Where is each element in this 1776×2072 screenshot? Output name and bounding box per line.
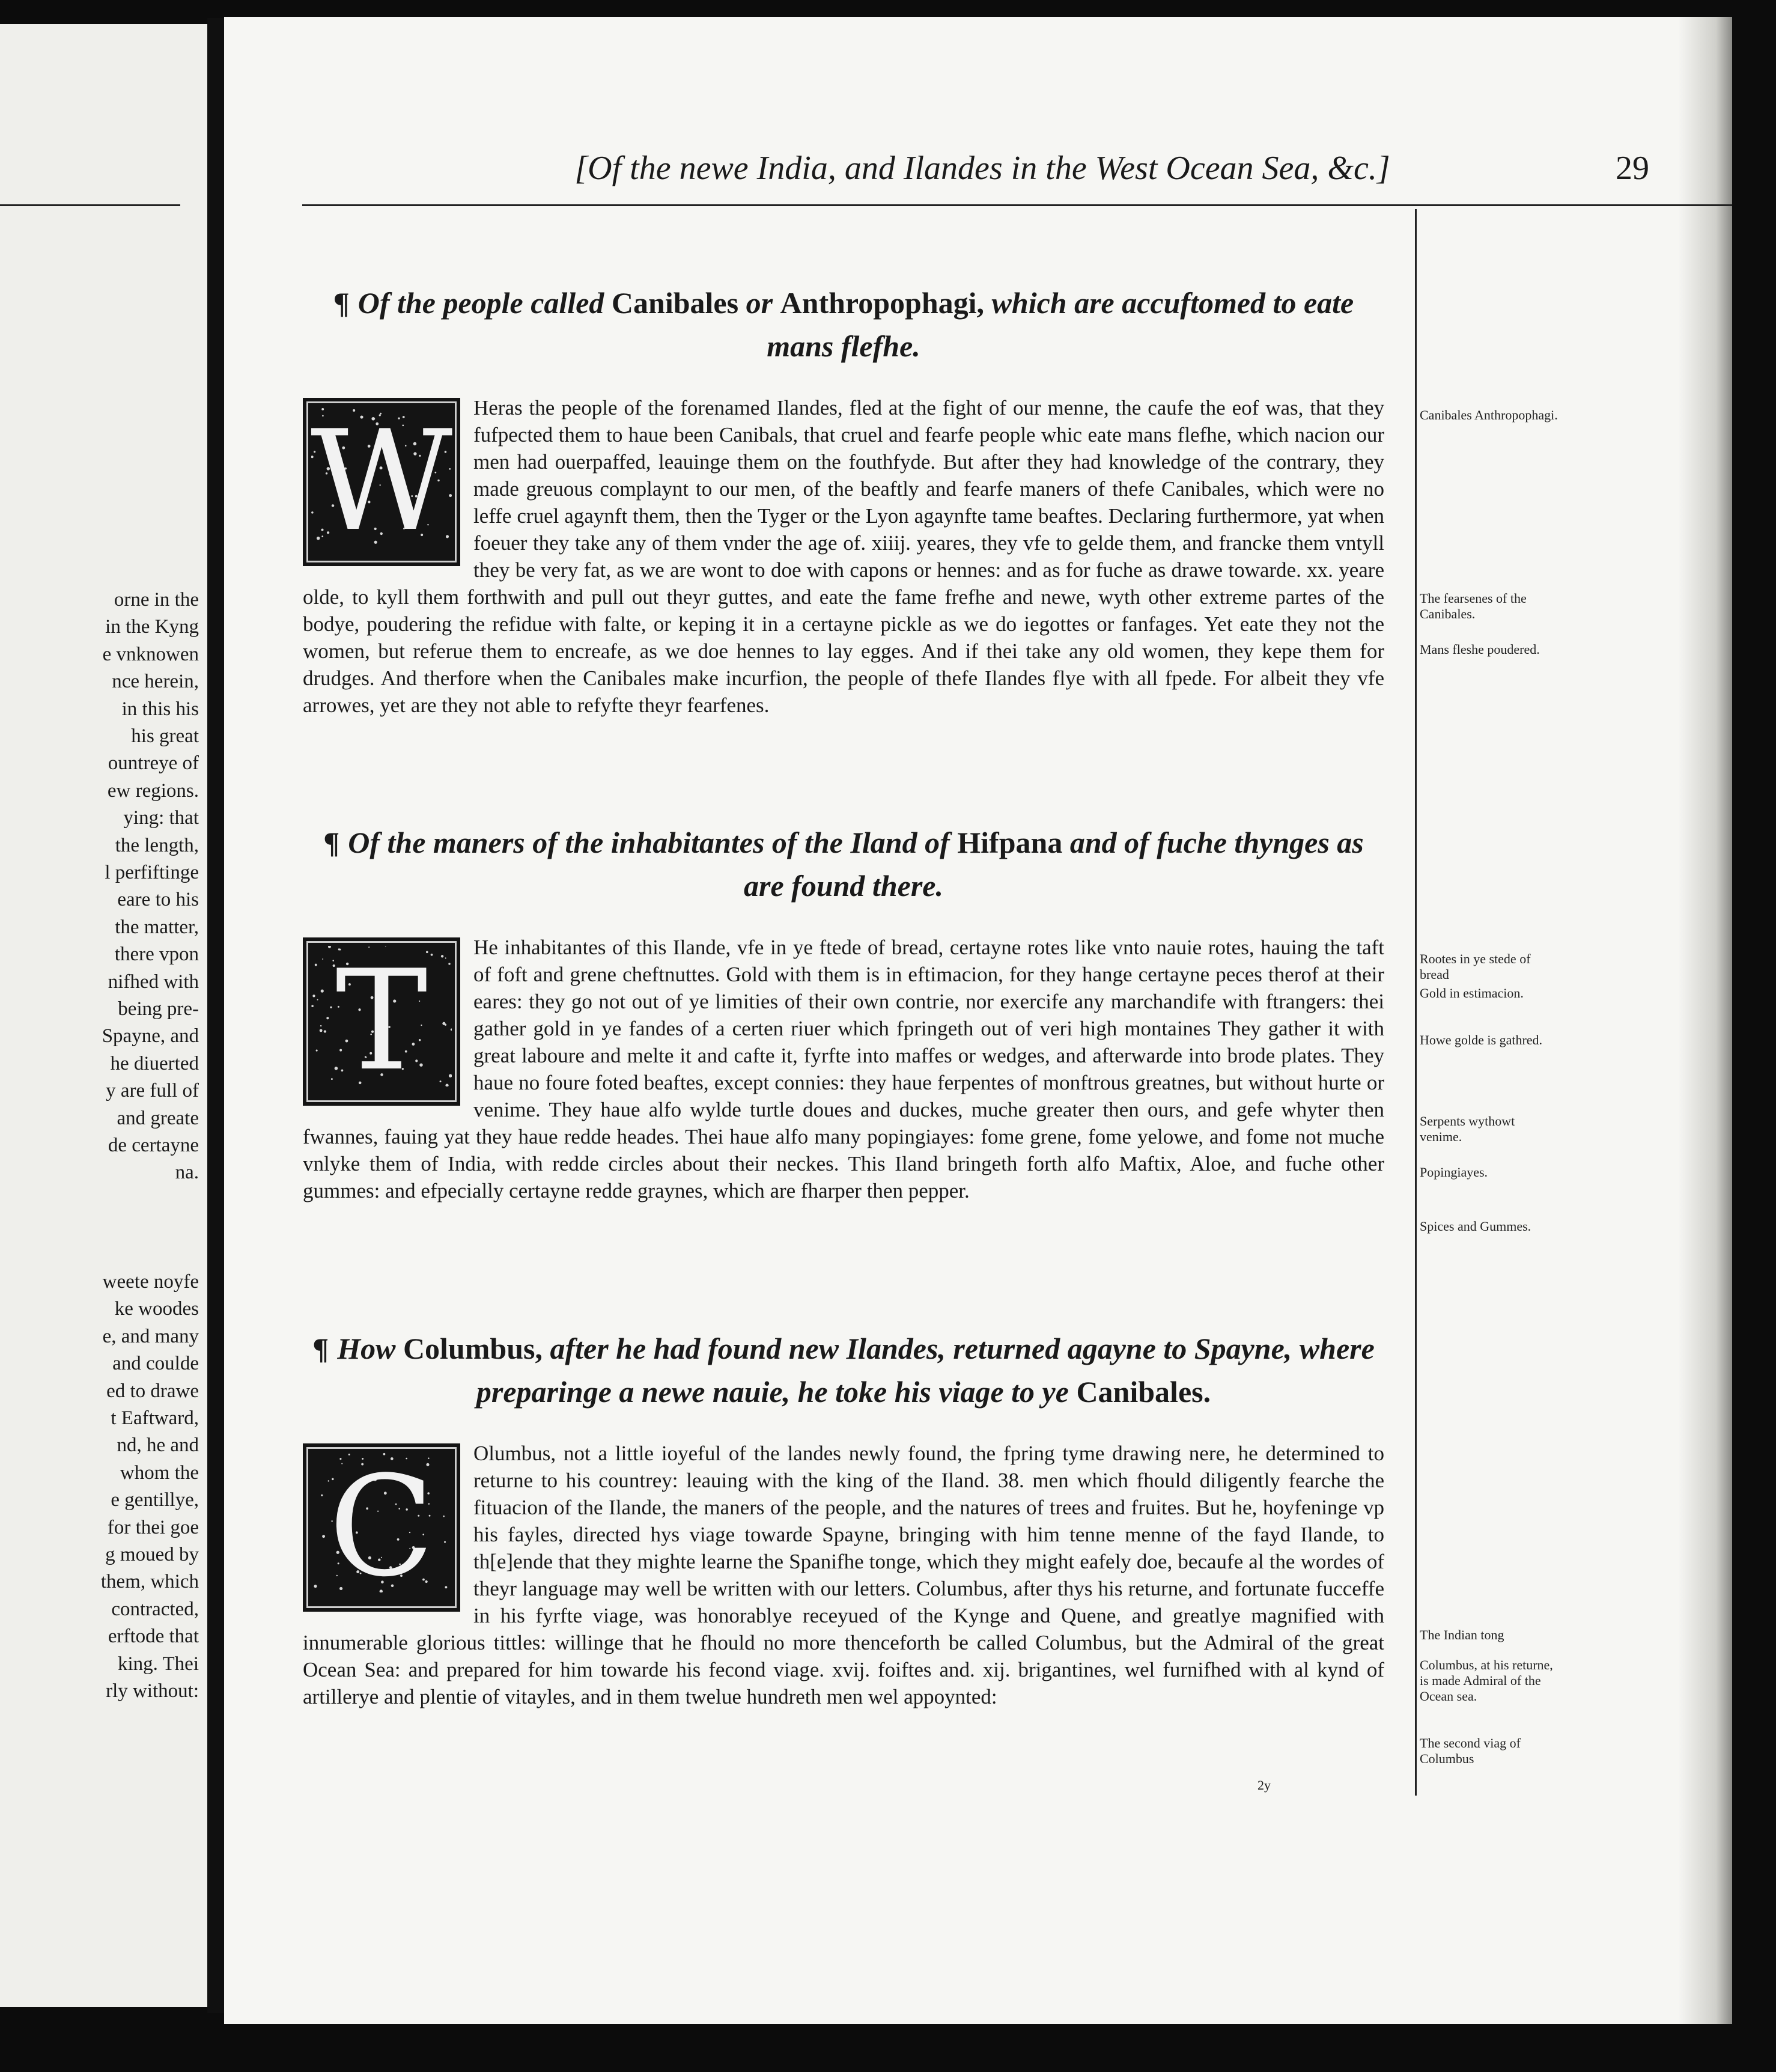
heading-part: or	[738, 286, 780, 320]
left-page-line: erftode that	[108, 1626, 199, 1648]
heading-part: after he had found new Ilandes, returned agayne to Spayne, where preparinge a newe nauie, he toke his viage to ye	[476, 1332, 1375, 1409]
left-page-line: there vpon	[114, 943, 199, 966]
left-page-line: he diuerted	[110, 1052, 199, 1074]
section-heading	[303, 281, 1384, 368]
left-page-line: the length,	[115, 834, 199, 856]
section-text: Olumbus, not a little ioyeful of the landes newly found, the fpring tyme drawing nere, he determined to returne to his countrey: leauing with the king of the Iland. 38. men which fhould diligently fearche the fituacion of the Ilande, the maners of the people, and the natures of trees and fruites. But he, hoyfeninge vp his fayles, directed hys viage towarde Spayne, bringing with him tenne menne of the fayd Ilande, to th[e]ende that they mighte learne the Spanifhe tonge, which they might eafely doe, becaufe al the wordes of theyr language may well be written with our letters. Columbus, after thys his returne, and fortunate fucceffe in his fyrfte viage, was honorablye receyued of the Kynge and Quene, and greatlye magnified with innumerable glorious tittles: willinge that he fhould no more thenceforth be called Columbus, but the Admiral of the great Ocean Sea: and prepared for him towarde his fecond viage. xvij. foiftes and. xij. brigantines, wel furnifhed with al kynd of artillerye and plentie of vitayles, and in them twelue hundreth men wel appoynted:	[303, 1442, 1384, 1708]
left-page-line: and greate	[117, 1107, 199, 1129]
section-columbus	[303, 1327, 1384, 1710]
left-page-line: being pre-	[118, 998, 199, 1020]
drop-cap-letter: T	[335, 941, 428, 1102]
drop-cap-letter: C	[329, 1447, 434, 1607]
signature-mark: 2y	[1257, 1778, 1271, 1793]
left-page-line: rly without:	[106, 1680, 199, 1702]
margin-note: Canibales Anthropophagi.	[1420, 407, 1558, 422]
section-heading	[303, 821, 1384, 907]
pilcrow-icon: ¶	[312, 1332, 329, 1365]
section-canibales	[303, 281, 1384, 719]
heading-part: and of fuche thynges as are found there.	[744, 826, 1364, 903]
left-page-line: g moued by	[105, 1544, 199, 1565]
margin-note: Columbus, at his returne, is made Admiral of the Ocean sea.	[1420, 1657, 1553, 1704]
book-gutter	[207, 18, 224, 2013]
left-page-line	[0, 1186, 199, 1214]
left-page-line: e vnknowen	[102, 643, 199, 665]
margin-note: Popingiayes.	[1420, 1165, 1488, 1180]
left-page-line: nifhed with	[108, 970, 199, 993]
left-page-line: eare to his	[117, 889, 199, 911]
heading-part: which are accuftomed to eate mans flefhe.	[767, 286, 1354, 363]
margin-note: The Indian tong	[1420, 1627, 1504, 1642]
drop-cap-initial	[303, 1443, 460, 1612]
left-page-line: nce herein,	[112, 671, 199, 693]
left-page-line: e, and many	[102, 1325, 199, 1347]
margin-note: Mans fleshe poudered.	[1420, 642, 1540, 657]
running-title: [Of the newe India, and Ilandes in the West Ocean Sea, &c.]	[574, 150, 1390, 187]
left-page-line: whom the	[120, 1461, 199, 1484]
left-page-line: Spayne, and	[102, 1025, 199, 1047]
left-page-line: nd, he and	[117, 1434, 199, 1457]
drop-cap-initial	[303, 398, 460, 566]
left-page-line: y are full of	[106, 1080, 199, 1102]
left-page-line: na.	[175, 1162, 199, 1184]
left-page-line: t Eaftward,	[111, 1407, 199, 1429]
left-page-line: contracted,	[111, 1598, 199, 1620]
left-page-line: for thei goe	[107, 1516, 199, 1538]
left-page-line: his great	[131, 725, 199, 747]
left-page-line: in the Kyng	[105, 616, 199, 638]
page	[224, 17, 1732, 2024]
heading-part: Of the maners of the inhabitantes of the Iland of	[348, 826, 958, 859]
left-page-line: king. Thei	[117, 1653, 199, 1675]
left-page-line	[0, 1241, 199, 1269]
heading-part: Hifpana	[957, 826, 1063, 859]
heading-part: Of the people called	[357, 286, 612, 320]
pilcrow-icon: ¶	[323, 826, 340, 859]
margin-note: The fearsenes of the Canibales.	[1420, 591, 1527, 621]
left-page-line: e gentillye,	[111, 1489, 199, 1511]
left-page-line: and coulde	[112, 1353, 199, 1375]
section-text: He inhabitantes of this Ilande, vfe in ye ftede of bread, certayne rotes like vnto nauie rotes, hauing the taft of foft and grene cheftnuttes. Gold with them is in eftimacion, for they hange certayne peces therof at their eares: they go not out of ye limities of their own contrie, nor exercife any marchandife with ftrangers: thei gather gold in ye fandes of a certen riuer which fpringeth out of veri high montaines They gather it with great laboure and melte it and cafte it, fyrfte into maffes or wedges, and afterwarde into brode plates. They haue no foure foted beaftes, except connies: they haue ferpentes of monftrous greatnes, but without hurte or venime. They haue alfo wylde turtle doues and duckes, muche greater then ours, and gefe whyter then fwannes, fauing yat they haue redde heades. Thei haue alfo many popingiayes: fome grene, fome yelowe, and fome not muche vnlyke them of India, with redde circles about their neckes. This Iland bringeth forth alfo Maftix, Aloe, and fuche other gummes: and efpecially certayne redde graynes, which are fharper then pepper.	[303, 936, 1384, 1202]
heading-part: How	[337, 1332, 403, 1365]
drop-cap-letter: W	[310, 401, 453, 562]
left-page-line	[0, 1213, 199, 1241]
section-heading	[303, 1327, 1384, 1413]
left-page-line: ke woodes	[114, 1298, 199, 1320]
left-page-line: the matter,	[115, 916, 199, 938]
pilcrow-icon: ¶	[333, 286, 350, 320]
page-number: 29	[1616, 150, 1649, 187]
heading-part: Columbus,	[403, 1332, 543, 1365]
left-page-line: in this his	[121, 698, 199, 720]
section-body	[303, 934, 1384, 1204]
section-body	[303, 1440, 1384, 1710]
margin-note: Serpents wythowt venime.	[1420, 1114, 1515, 1144]
left-page-line: them, which	[100, 1571, 199, 1593]
page-edge	[1678, 17, 1732, 2024]
section-body	[303, 394, 1384, 719]
margin-note: The second viag of Columbus	[1420, 1735, 1521, 1766]
margin-note: Gold in estimacion.	[1420, 986, 1524, 1001]
header-rule	[302, 204, 1732, 206]
heading-part: Anthropophagi,	[780, 286, 985, 320]
section-text: Heras the people of the forenamed Ilandes, fled at the fight of our menne, the caufe the eof was, that they fufpected them to haue been Canibals, that cruel and fearfe people whic eate mans flefhe, which nacion our men had ouerpaffed, leauinge them on the fouthfyde. But after they had knowledge of the contrary, they made greuous complaynt to our men, of the beaftly and fearfe maners of thefe Canibales, which were no leffe cruel agaynft them, then the Tyger or the Lyon agaynfte tame beaftes. Declaring furthermore, yat when foeuer they take any of them vnder the age of. xiiij. yeares, they vfe to gelde them, and francke them vntyll they be very fat, as we are wont to doe with capons or hennes: and as for fuche as drawe towarde. xx. yeare olde, to kyll them forthwith and pull out theyr guttes, and eate the fame frefhe and newe, wyth other extreme partes of the bodye, poudering the refidue with falte, or keping it in a certayne pickle as we do iegottes or fanfages. Yet eate they not the women, but referue them to encreafe, as we doe hennes to lay egges. And if thei take any old women, they kepe them for drudges. And therfore when the Canibales make incurfion, the people of thefe Ilandes flye with all fpede. For albeit they vfe arrowes, yet are they not able to refyfte theyr fearfenes.	[303, 396, 1384, 717]
section-hispana	[303, 821, 1384, 1204]
left-page-line: de certayne	[108, 1135, 199, 1156]
margin-note: Spices and Gummes.	[1420, 1219, 1531, 1234]
left-page-line: weete noyfe	[102, 1271, 199, 1293]
margin-note: Howe golde is gathred.	[1420, 1032, 1543, 1047]
heading-part: Canibales.	[1076, 1375, 1211, 1409]
left-page-line: ed to drawe	[106, 1380, 199, 1402]
drop-cap-initial	[303, 937, 460, 1106]
heading-part: Canibales	[611, 286, 739, 320]
margin-note: Rootes in ye stede of bread	[1420, 951, 1531, 982]
left-page-line: l perfiftinge	[105, 862, 199, 883]
left-page-fragment	[0, 24, 207, 2007]
left-page-line: ountreye of	[108, 752, 199, 775]
left-page-header-rule	[0, 204, 180, 206]
margin-rule	[1415, 209, 1417, 1796]
running-header	[412, 149, 1649, 197]
left-page-line: orne in the	[114, 589, 199, 611]
left-page-line: ying: that	[123, 807, 199, 829]
left-page-line: ew regions.	[107, 779, 199, 802]
